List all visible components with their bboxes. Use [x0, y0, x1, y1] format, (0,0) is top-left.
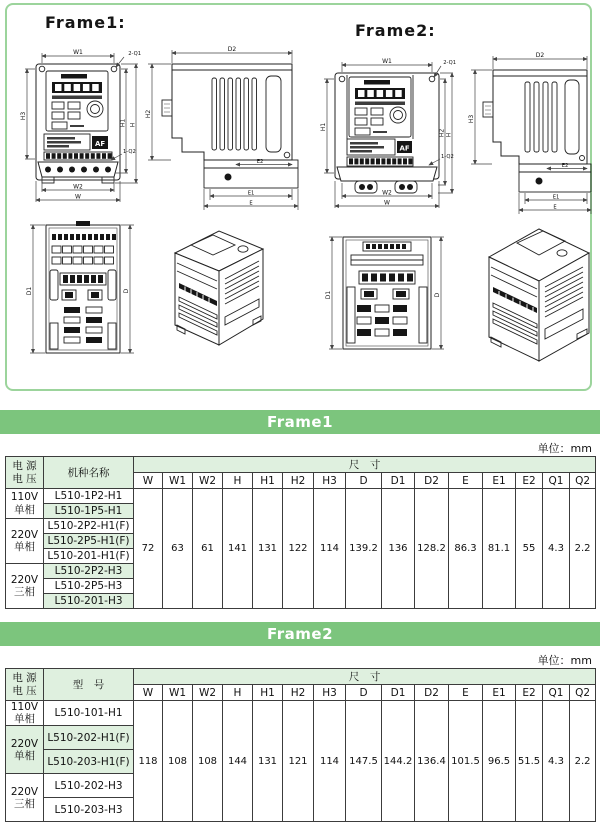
front-body [335, 73, 439, 193]
dim-label-h1: H1 [320, 122, 327, 132]
dim-label-h3: H3 [20, 111, 27, 121]
model-cell: L510-2P2-H3 [44, 564, 134, 579]
dim-label-e: E [249, 200, 253, 207]
dims-group-header: 尺 寸 [134, 457, 596, 473]
col-header-h2: H2 [283, 473, 314, 489]
top-connector [76, 221, 90, 226]
col-header-e1: E1 [483, 685, 516, 701]
dim-label-e1: E1 [247, 190, 255, 197]
side-body [483, 70, 591, 192]
dim-label-w1: W1 [73, 49, 83, 56]
value-e: 86.3 [449, 489, 483, 609]
voltage-column-header: 电 源 电 压 [6, 669, 44, 701]
col-header-e1: E1 [483, 473, 516, 489]
value-d: 139.2 [346, 489, 382, 609]
col-header-e2: E2 [516, 473, 543, 489]
model-cell: L510-2P2-H1(F) [44, 519, 134, 534]
dim-label-d: D [434, 292, 441, 298]
value-h1: 131 [253, 701, 283, 822]
dim-label-h1: H1 [119, 118, 127, 128]
dimension-drawings-panel [5, 3, 592, 391]
dim-label-h: H [129, 122, 137, 128]
model-column-header: 型 号 [44, 669, 134, 701]
dim-label-w: W [75, 193, 81, 201]
col-header-w1: W1 [163, 473, 193, 489]
value-h2: 122 [283, 489, 314, 609]
col-header-h: H [223, 685, 253, 701]
voltage-group-110v-1ph: 110V 单相 [6, 489, 44, 519]
dim-label-w2: W2 [382, 189, 392, 197]
value-h1: 131 [253, 489, 283, 609]
frame2-dimension-table [5, 668, 596, 822]
frame1-front-view-drawing [18, 46, 142, 208]
dim-label-q2: 1-Q2 [441, 154, 454, 160]
model-cell: L510-202-H3 [44, 774, 134, 798]
dims-group-header: 尺 寸 [134, 669, 596, 685]
terminal-pod-left [355, 181, 377, 193]
frame2-bottom-view-drawing [325, 229, 447, 361]
value-h: 144 [223, 701, 253, 822]
cable-clamp [483, 102, 493, 117]
af-logo-text: AF [95, 140, 106, 148]
model-cell: L510-203-H3 [44, 798, 134, 822]
col-header-h: H [223, 473, 253, 489]
voltage-group-220v-3ph: 220V 三相 [6, 774, 44, 822]
frame1-dimension-table [5, 456, 596, 609]
frame2-isometric-view-drawing [459, 213, 600, 375]
terminal-pod-right [395, 181, 417, 193]
value-d: 147.5 [346, 701, 382, 822]
col-header-e2: E2 [516, 685, 543, 701]
model-cell: L510-2P5-H1(F) [44, 534, 134, 549]
value-q1: 4.3 [543, 489, 570, 609]
dim-label-d1: D1 [325, 290, 332, 300]
bottom-body [343, 237, 431, 349]
col-header-h1: H1 [253, 685, 283, 701]
frame1-table-banner: Frame1 [0, 410, 600, 434]
value-d2: 128.2 [415, 489, 449, 609]
voltage-group-220v-1ph: 220V 单相 [6, 519, 44, 564]
model-cell: L510-202-H1(F) [44, 726, 134, 750]
value-e2: 51.5 [516, 701, 543, 822]
dim-label-d2: D2 [227, 46, 237, 53]
dim-label-e1: E1 [552, 194, 560, 201]
bracket-screw [225, 174, 232, 181]
col-header-d2: D2 [415, 473, 449, 489]
model-cell: L510-101-H1 [44, 701, 134, 726]
col-header-d: D [346, 685, 382, 701]
value-w: 118 [134, 701, 163, 822]
col-header-q2: Q2 [570, 685, 596, 701]
value-q2: 2.2 [570, 489, 596, 609]
col-header-w1: W1 [163, 685, 193, 701]
dim-label-h: H [445, 132, 453, 138]
col-header-d2: D2 [415, 685, 449, 701]
frame2-table-banner: Frame2 [0, 622, 600, 646]
dim-label-h3: H3 [468, 114, 475, 124]
frame1-bottom-view-drawing [24, 215, 138, 365]
brand-bar [364, 80, 390, 85]
frame2-side-view-drawing [465, 50, 597, 218]
col-header-d: D [346, 473, 382, 489]
iso-body [489, 229, 589, 361]
frame1-side-view-drawing [140, 44, 306, 214]
dim-label-h2: H2 [438, 128, 446, 138]
value-w2: 108 [193, 701, 223, 822]
col-header-q1: Q1 [543, 473, 570, 489]
model-column-header: 机种名称 [44, 457, 134, 489]
status-led-strip [52, 96, 102, 100]
bracket-screw [536, 178, 543, 185]
value-w1: 63 [163, 489, 193, 609]
frame1-heading: Frame1: [45, 13, 126, 32]
af-logo-text: AF [399, 144, 410, 153]
value-q2: 2.2 [570, 701, 596, 822]
frame1-unit-label: 单位：mm [537, 442, 592, 455]
value-w: 72 [134, 489, 163, 609]
col-header-d1: D1 [382, 685, 415, 701]
dim-label-h2: H2 [145, 109, 152, 119]
col-header-w: W [134, 473, 163, 489]
dim-label-w1: W1 [382, 58, 392, 65]
dim-label-d2: D2 [535, 52, 545, 59]
value-e2: 55 [516, 489, 543, 609]
frame2-front-view-drawing [319, 55, 457, 213]
col-header-h3: H3 [314, 473, 346, 489]
value-w2: 61 [193, 489, 223, 609]
dim-label-q1: 2-Q1 [443, 60, 456, 66]
dim-label-d: D [123, 288, 130, 294]
frame2-unit-label: 单位：mm [537, 654, 592, 667]
dim-label-q1: 2-Q1 [128, 51, 141, 57]
col-header-e: E [449, 685, 483, 701]
iso-body [175, 231, 263, 345]
voltage-group-110v-1ph: 110V 单相 [6, 701, 44, 726]
dim-label-q2: 1-Q2 [123, 149, 136, 155]
value-d2: 136.4 [415, 701, 449, 822]
value-d1: 144.2 [382, 701, 415, 822]
voltage-group-220v-1ph: 220V 单相 [6, 726, 44, 774]
value-h: 141 [223, 489, 253, 609]
col-header-w: W [134, 685, 163, 701]
voltage-group-220v-3ph: 220V 三相 [6, 564, 44, 609]
front-body [36, 64, 120, 183]
frame2-heading: Frame2: [355, 21, 436, 40]
col-header-d1: D1 [382, 473, 415, 489]
terminal-cover [337, 167, 437, 181]
voltage-column-header: 电 源 电 压 [6, 457, 44, 489]
value-h3: 114 [314, 701, 346, 822]
dim-label-w2: W2 [73, 183, 83, 191]
model-cell: L510-1P5-H1 [44, 504, 134, 519]
model-cell: L510-201-H1(F) [44, 549, 134, 564]
model-cell: L510-2P5-H3 [44, 579, 134, 594]
value-e1: 96.5 [483, 701, 516, 822]
model-cell: L510-1P2-H1 [44, 489, 134, 504]
bottom-body [46, 221, 120, 353]
col-header-q1: Q1 [543, 685, 570, 701]
value-e1: 81.1 [483, 489, 516, 609]
value-e: 101.5 [449, 701, 483, 822]
col-header-q2: Q2 [570, 473, 596, 489]
dim-label-d1: D1 [26, 286, 33, 296]
col-header-h3: H3 [314, 685, 346, 701]
dim-label-e: E [553, 204, 557, 211]
dim-label-e2: E2 [256, 159, 264, 165]
col-header-w2: W2 [193, 473, 223, 489]
value-d1: 136 [382, 489, 415, 609]
col-header-w2: W2 [193, 685, 223, 701]
col-header-e: E [449, 473, 483, 489]
value-w1: 108 [163, 701, 193, 822]
value-q1: 4.3 [543, 701, 570, 822]
value-h3: 114 [314, 489, 346, 609]
col-header-h1: H1 [253, 473, 283, 489]
value-h2: 121 [283, 701, 314, 822]
frame1-isometric-view-drawing [147, 219, 277, 359]
model-cell: L510-203-H1(F) [44, 750, 134, 774]
model-cell: L510-201-H3 [44, 594, 134, 609]
brand-bar [61, 74, 87, 79]
side-body [162, 64, 298, 188]
dim-label-e2: E2 [561, 163, 569, 169]
col-header-h2: H2 [283, 685, 314, 701]
dim-label-w: W [384, 199, 390, 207]
